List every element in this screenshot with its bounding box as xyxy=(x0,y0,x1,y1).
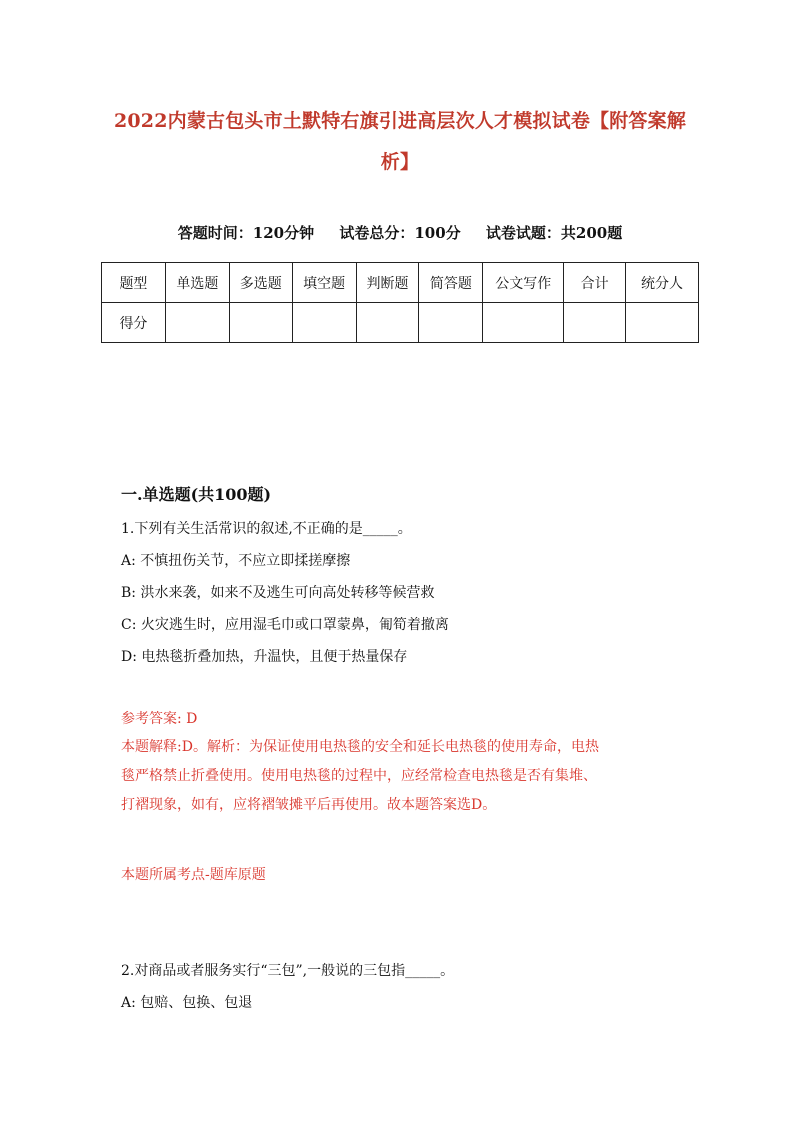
exam-total-score: 试卷总分：100分 xyxy=(339,224,461,242)
score-header-cell: 统分人 xyxy=(626,263,699,303)
question-2-stem: 2.对商品或者服务实行“三包”,一般说的三包指_____。 xyxy=(121,963,455,979)
score-cell-total[interactable] xyxy=(564,303,626,343)
score-header-cell: 合计 xyxy=(564,263,626,303)
question-1-explanation xyxy=(121,733,681,820)
explanation-line: 打褶现象，如有，应将褶皱摊平后再使用。故本题答案选D。 xyxy=(121,797,497,813)
score-header-cell: 填空题 xyxy=(292,263,356,303)
score-header-cell: 题型 xyxy=(102,263,166,303)
score-header-cell: 公文写作 xyxy=(483,263,564,303)
question-2-option-a: A: 包赔、包换、包退 xyxy=(121,995,253,1011)
question-1-option-d: D: 电热毯折叠加热，升温快，且便于热量保存 xyxy=(121,649,408,665)
question-1-stem: 1.下列有关生活常识的叙述,不正确的是_____。 xyxy=(121,521,412,537)
question-1-option-a: A: 不慎扭伤关节，不应立即揉搓摩擦 xyxy=(121,553,351,569)
question-1-option-b: B: 洪水来袭，如来不及逃生可向高处转移等候营救 xyxy=(121,585,435,601)
explanation-line: 本题解释:D。解析：为保证使用电热毯的安全和延长电热毯的使用寿命，电热 xyxy=(121,739,599,755)
score-header-cell: 多选题 xyxy=(229,263,292,303)
page-title-line-1: 2022内蒙古包头市土默特右旗引进高层次人才模拟试卷【附答案解 xyxy=(113,110,687,132)
exam-time: 答题时间：120分钟 xyxy=(177,224,315,242)
explanation-line: 毯严格禁止折叠使用。使用电热毯的过程中，应经常检查电热毯是否有集堆、 xyxy=(121,768,597,784)
score-cell-fill-blank[interactable] xyxy=(292,303,356,343)
score-header-cell: 判断题 xyxy=(356,263,419,303)
question-1-answer: 参考答案: D xyxy=(121,711,198,727)
section-title: 一.单选题(共100题) xyxy=(121,485,272,504)
exam-info xyxy=(0,222,800,243)
score-table xyxy=(101,262,699,343)
score-cell-single-choice[interactable] xyxy=(165,303,229,343)
score-header-cell: 简答题 xyxy=(419,263,483,303)
page-title-line-2: 析】 xyxy=(380,151,420,173)
question-1-option-c: C: 火灾逃生时，应用湿毛巾或口罩蒙鼻，匍筍着撤离 xyxy=(121,617,449,633)
question-1-source: 本题所属考点-题库原题 xyxy=(121,867,266,883)
score-cell-multi-choice[interactable] xyxy=(229,303,292,343)
score-cell-grader[interactable] xyxy=(626,303,699,343)
score-cell-short-answer[interactable] xyxy=(419,303,483,343)
score-cell-true-false[interactable] xyxy=(356,303,419,343)
score-header-cell: 单选题 xyxy=(165,263,229,303)
score-row-label: 得分 xyxy=(102,303,166,343)
exam-question-count: 试卷试题：共200题 xyxy=(485,224,623,242)
score-table-header-row xyxy=(102,263,699,303)
score-cell-official-writing[interactable] xyxy=(483,303,564,343)
score-table-score-row xyxy=(102,303,699,343)
